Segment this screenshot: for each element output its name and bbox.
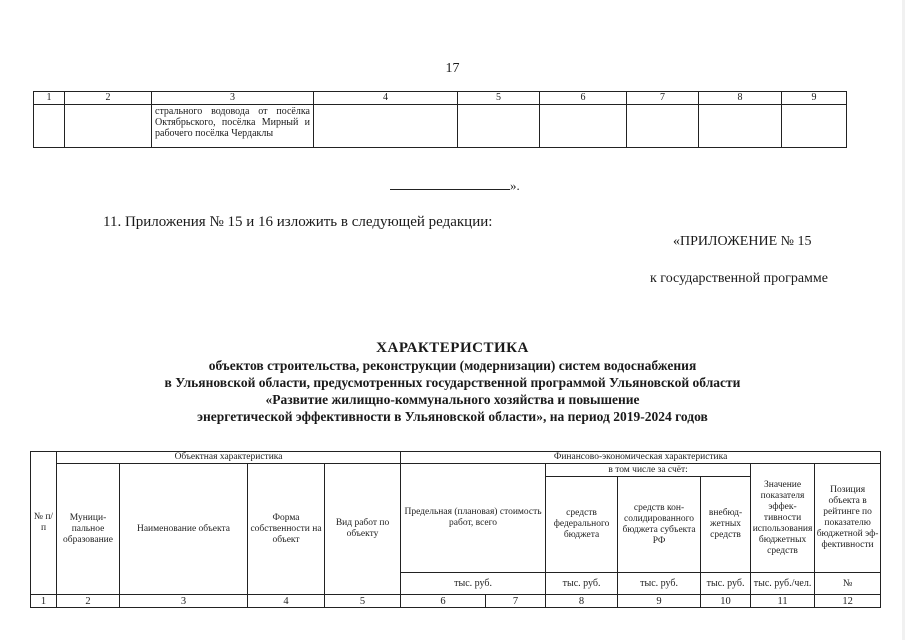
col-consolidated-header: средств консолидированного бюджета субъекта РФ — [618, 477, 701, 573]
col-work-type-header: Вид работ по объекту — [325, 464, 401, 595]
object-name-cell: стрального водовода от посёлка Октябрьского, посёлка Мирный и рабочего посёлка Чердаклы — [152, 105, 314, 148]
column-numbers-row — [31, 595, 881, 608]
t1-col-9: 9 — [782, 92, 847, 105]
column-number: 6 — [401, 595, 486, 608]
title-line-2: в Ульяновской области, предусмотренных государственной программой Ульяновской области — [164, 375, 741, 390]
col-efficiency-header: Значение показателя эффективности использования бюджетных средств — [751, 464, 815, 573]
appendix-subtitle: к государственной программе — [650, 271, 828, 286]
col-municipality-header: Муниципальное образование — [57, 464, 120, 595]
t1-col-2: 2 — [65, 92, 152, 105]
unit-rating: № — [815, 573, 881, 595]
title-line-1: объектов строительства, реконструкции (модернизации) систем водоснабжения — [208, 358, 697, 373]
column-number: 9 — [618, 595, 701, 608]
unit-federal: тыс. руб. — [546, 573, 618, 595]
col-rating-header: Позиция объекта в рейтинге по показателю бюджетной эффективности — [815, 464, 881, 573]
continuation-table-header — [34, 92, 847, 105]
t1-col-5: 5 — [458, 92, 540, 105]
document-title — [0, 340, 905, 425]
group-object-header: Объектная характеристика — [57, 452, 401, 464]
closing-underline — [390, 177, 510, 190]
col-federal-header: средств федерального бюджета — [546, 477, 618, 573]
col-ownership-header: Форма собственности на объект — [248, 464, 325, 595]
t1-col-6: 6 — [540, 92, 627, 105]
subgroup-including-header: в том числе за счёт: — [546, 464, 751, 477]
unit-consolidated: тыс. руб. — [618, 573, 701, 595]
column-number: 10 — [701, 595, 751, 608]
column-number: 1 — [31, 595, 57, 608]
title-line-3: «Развитие жилищно-коммунального хозяйства и повышение — [265, 392, 640, 407]
unit-cost: тыс. руб. — [401, 573, 546, 595]
closing-mark: ». — [390, 177, 520, 194]
unit-extrabudget: тыс. руб. — [701, 573, 751, 595]
col-number-header: № п/п — [31, 452, 57, 595]
column-number: 5 — [325, 595, 401, 608]
continuation-table — [33, 91, 847, 148]
unit-efficiency: тыс. руб./чел. — [751, 573, 815, 595]
page-number: 17 — [445, 61, 460, 76]
column-number: 2 — [57, 595, 120, 608]
table-row — [34, 105, 847, 148]
t1-col-1: 1 — [34, 92, 65, 105]
column-number: 8 — [546, 595, 618, 608]
group-finance-header: Финансово-экономическая характеристика — [401, 452, 881, 464]
column-number: 7 — [486, 595, 546, 608]
column-number: 3 — [120, 595, 248, 608]
col-max-cost-header: Предельная (плановая) стоимость работ, всего — [401, 464, 546, 573]
item-11-text: 11. Приложения № 15 и 16 изложить в следующей редакции: — [103, 214, 493, 230]
t1-col-3: 3 — [152, 92, 314, 105]
title-main: ХАРАКТЕРИСТИКА — [376, 340, 529, 356]
title-line-4: энергетической эффективности в Ульяновской области», на период 2019-2024 годов — [197, 409, 708, 424]
appendix-title: «ПРИЛОЖЕНИЕ № 15 — [673, 234, 812, 249]
t1-col-7: 7 — [627, 92, 699, 105]
t1-col-4: 4 — [314, 92, 458, 105]
t1-col-8: 8 — [699, 92, 782, 105]
col-extrabudget-header: внебюджетных средств — [701, 477, 751, 573]
column-number: 11 — [751, 595, 815, 608]
characteristics-table — [30, 451, 881, 608]
column-number: 4 — [248, 595, 325, 608]
col-object-name-header: Наименование объекта — [120, 464, 248, 595]
column-number: 12 — [815, 595, 881, 608]
